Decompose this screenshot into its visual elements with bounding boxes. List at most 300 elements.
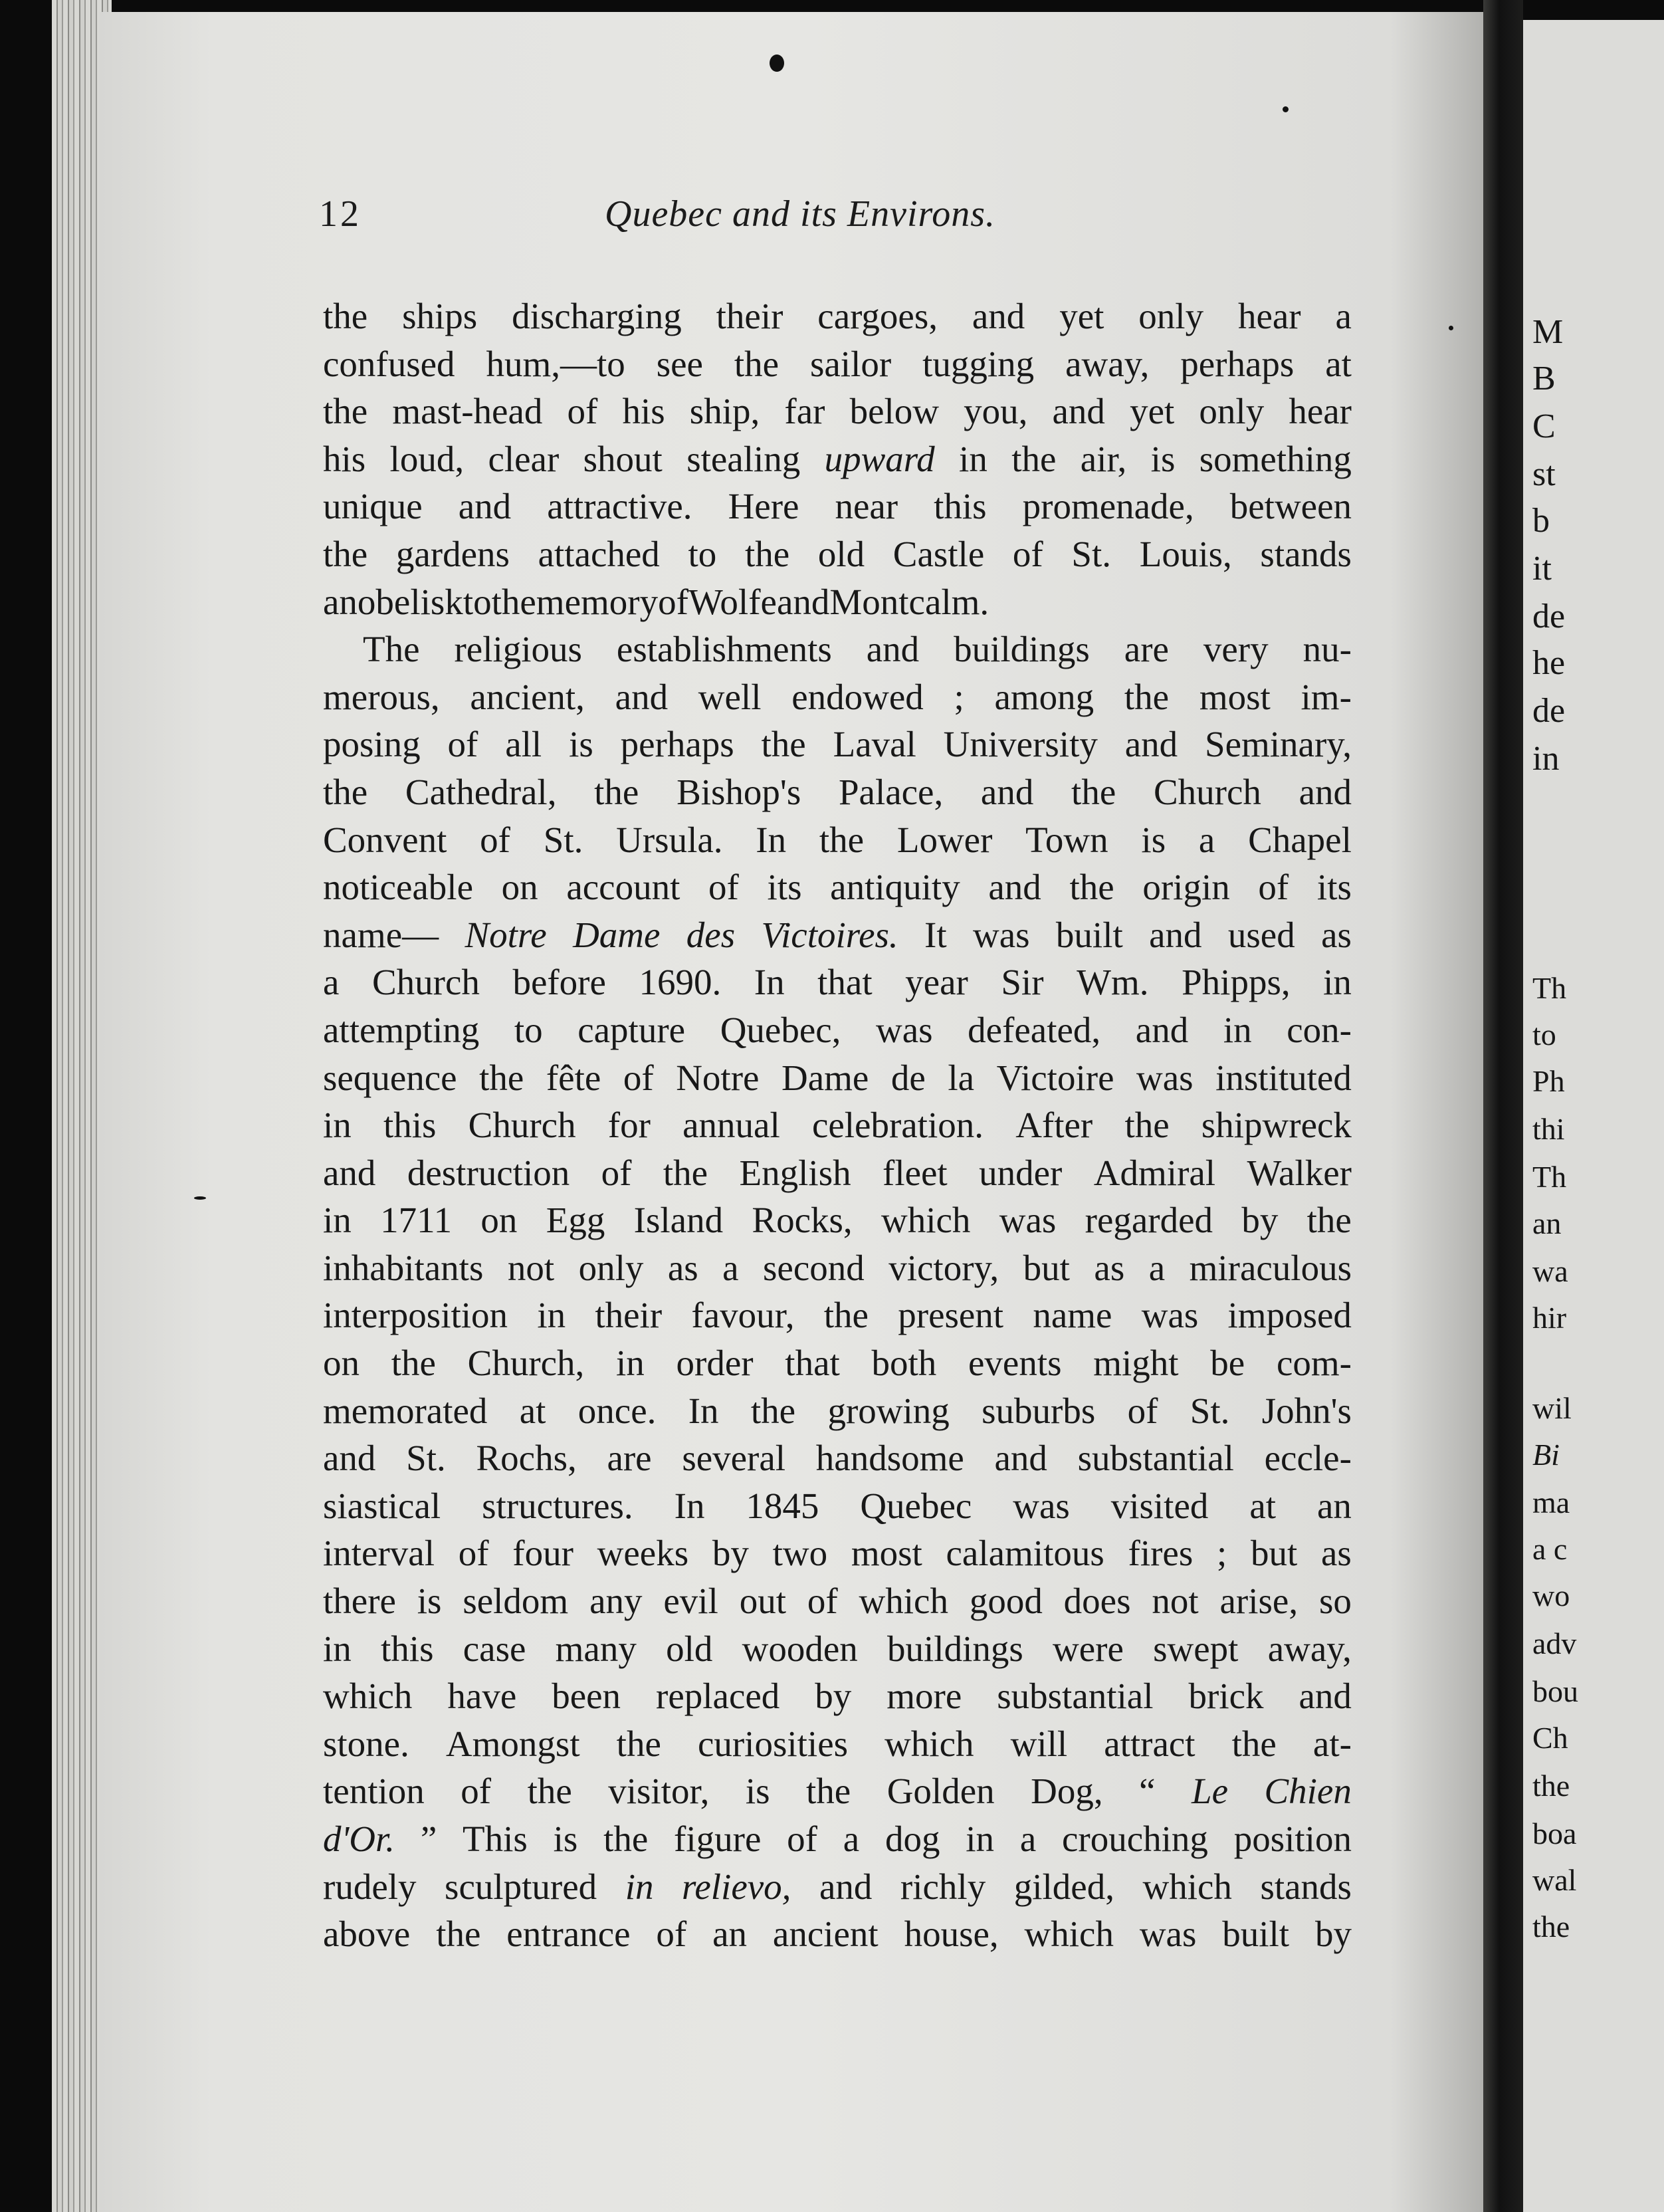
word: you,: [964, 391, 1028, 432]
word: St.: [406, 1438, 446, 1479]
word: well: [698, 676, 762, 717]
word: the: [1231, 1723, 1277, 1764]
word: The: [363, 629, 420, 670]
word: name—: [323, 914, 439, 955]
text-line: [323, 1006, 1352, 1054]
word: of: [787, 1819, 817, 1859]
word: weeks: [597, 1533, 689, 1574]
text-line: [323, 673, 1352, 721]
word: more: [886, 1676, 962, 1717]
word: a: [843, 1819, 860, 1859]
word: the: [1306, 1200, 1352, 1241]
word: and: [980, 771, 1034, 812]
word: the: [761, 724, 806, 765]
page-number: 12: [319, 193, 362, 235]
word: regarded: [1085, 1200, 1213, 1241]
facing-page-fragment: Th: [1532, 971, 1567, 1005]
word: brick: [1188, 1676, 1264, 1717]
word: Bishop's: [676, 771, 801, 812]
word: which: [881, 1200, 971, 1241]
word: is: [1141, 819, 1166, 860]
word: by: [815, 1676, 852, 1717]
facing-page-fragment: the: [1532, 1910, 1570, 1943]
word: by: [1241, 1200, 1279, 1241]
word: visitor,: [608, 1771, 710, 1812]
word: It: [924, 914, 947, 955]
word: the: [323, 296, 368, 336]
facing-page-fragment: C: [1532, 407, 1556, 445]
word: both: [871, 1343, 937, 1384]
word: and: [1299, 1676, 1352, 1717]
text-line: [323, 483, 1352, 530]
facing-page-fragment: a c: [1532, 1532, 1568, 1566]
word: annual: [682, 1105, 780, 1146]
word: the: [819, 819, 865, 860]
word: Rocks,: [752, 1200, 853, 1241]
word: away,: [1267, 1628, 1352, 1669]
word: was: [1141, 1295, 1199, 1336]
word: Town: [1025, 819, 1108, 860]
word: the: [663, 1152, 708, 1193]
word: John's: [1261, 1390, 1352, 1431]
word: loud,: [389, 438, 465, 479]
word: ;: [954, 676, 964, 717]
word: an: [323, 581, 358, 622]
word: which: [323, 1676, 413, 1717]
word: attractive.: [547, 486, 692, 527]
word: ancient: [772, 1914, 879, 1955]
word: stands: [1260, 1866, 1352, 1907]
word: tention: [323, 1771, 425, 1812]
word: St.: [543, 819, 583, 860]
word: the: [323, 391, 368, 432]
word: noticeable: [323, 867, 473, 908]
word: sequence: [323, 1057, 457, 1098]
word: most: [1199, 676, 1271, 717]
word: Admiral: [1093, 1152, 1216, 1193]
word: siastical: [323, 1485, 441, 1526]
word: Here: [728, 486, 799, 527]
word: and: [988, 867, 1041, 908]
word: In: [754, 962, 785, 1003]
word: posing: [323, 724, 421, 765]
text-line: [323, 1863, 1352, 1911]
word: two: [772, 1533, 828, 1574]
word: des: [686, 914, 736, 955]
word: its: [767, 867, 802, 908]
facing-page-fragment: st: [1532, 455, 1556, 493]
word: religious: [454, 629, 582, 670]
word: confused: [323, 343, 455, 384]
word: of: [447, 724, 478, 765]
word: sailor: [809, 343, 892, 384]
word: the: [323, 533, 368, 574]
word: inhabitants: [323, 1247, 484, 1288]
word: antiquity: [830, 867, 960, 908]
text-line: [323, 1529, 1352, 1577]
word: very: [1203, 629, 1269, 670]
word: but: [1023, 1247, 1070, 1288]
facing-page-fragment: wo: [1532, 1579, 1570, 1612]
facing-page-fragment: b: [1532, 502, 1550, 540]
word: establishments: [616, 629, 832, 670]
word: 1845: [746, 1485, 819, 1526]
word: above: [323, 1914, 411, 1955]
word: d'Or.: [323, 1819, 395, 1859]
word: shipwreck: [1201, 1105, 1352, 1146]
word: the: [1069, 867, 1114, 908]
word: Sir: [1001, 962, 1044, 1003]
word: In: [756, 819, 787, 860]
word: of: [658, 581, 688, 622]
word: old: [817, 533, 865, 574]
facing-page-fragment: wal: [1532, 1863, 1577, 1897]
word: of: [623, 1057, 654, 1098]
text-line: [323, 1339, 1352, 1387]
word: the: [594, 771, 639, 812]
word: “: [1139, 1771, 1156, 1812]
facing-page-fragment: de: [1532, 598, 1566, 635]
word: his: [622, 391, 665, 432]
word: stone.: [323, 1723, 409, 1764]
word: evil: [663, 1581, 718, 1622]
word: present: [898, 1295, 1004, 1336]
word: and: [1052, 391, 1105, 432]
word: have: [447, 1676, 517, 1717]
facing-page-fragment: B: [1532, 360, 1556, 397]
word: Chapel: [1248, 819, 1352, 860]
facing-page-fragment: Ch: [1532, 1721, 1568, 1755]
word: is: [553, 1819, 578, 1859]
word: and: [323, 1438, 376, 1479]
word: the: [734, 343, 780, 384]
word: discharging: [512, 296, 682, 336]
word: clear: [488, 438, 560, 479]
word: in: [323, 1628, 352, 1669]
facing-page-fragment: bou: [1532, 1674, 1578, 1708]
facing-page-fragment: hir: [1532, 1301, 1567, 1335]
word: shout: [583, 438, 663, 479]
word: to: [463, 581, 492, 622]
word: and: [1299, 771, 1352, 812]
word: imposed: [1227, 1295, 1352, 1336]
word: Palace,: [838, 771, 944, 812]
word: in: [616, 1343, 645, 1384]
text-line: [323, 1387, 1352, 1435]
word: Wm.: [1077, 962, 1149, 1003]
word: Lower: [896, 819, 993, 860]
word: an: [712, 1914, 748, 1955]
word: four: [512, 1533, 573, 1574]
facing-page-fragment: the: [1532, 1769, 1570, 1803]
word: only: [578, 1247, 644, 1288]
word: the: [823, 1295, 869, 1336]
word: year: [905, 962, 968, 1003]
text-line: [323, 578, 1352, 626]
word: substantial: [1077, 1438, 1234, 1479]
text-line: [323, 1149, 1352, 1197]
word: air,: [1080, 438, 1127, 479]
word: ships: [402, 296, 478, 336]
word: St.: [1190, 1390, 1230, 1431]
word: Castle: [892, 533, 985, 574]
word: perhaps: [1180, 343, 1295, 384]
text-line: [323, 1815, 1352, 1863]
word: of: [601, 1152, 632, 1193]
word: not: [1152, 1581, 1199, 1622]
word: the: [436, 1914, 481, 1955]
word: be: [1210, 1343, 1245, 1384]
word: of: [656, 1914, 687, 1955]
word: is: [569, 724, 593, 765]
word: favour,: [691, 1295, 795, 1336]
facing-page-fragment: de: [1532, 692, 1566, 730]
word: which: [1024, 1914, 1114, 1955]
word: crouching: [1062, 1819, 1208, 1859]
word: was: [973, 914, 1030, 955]
text-line: [323, 1672, 1352, 1720]
text-line: [323, 1482, 1352, 1530]
facing-page-fragment: he: [1532, 644, 1566, 682]
word: below: [849, 391, 939, 432]
word: Church: [468, 1105, 576, 1146]
word: to: [514, 1009, 543, 1050]
word: 1711: [380, 1200, 453, 1241]
text-line: [323, 911, 1352, 959]
word: gardens: [395, 533, 510, 574]
text-line: [323, 958, 1352, 1006]
word: cargoes,: [817, 296, 938, 336]
word: dog: [884, 1819, 940, 1859]
text-line: [323, 1291, 1352, 1339]
ink-speck: [770, 55, 784, 72]
word: fires: [1128, 1533, 1194, 1574]
word: Montcalm.: [829, 581, 989, 622]
word: only: [1138, 296, 1204, 336]
word: an: [1316, 1485, 1352, 1526]
word: Louis,: [1139, 533, 1232, 574]
word: Golden: [886, 1771, 995, 1812]
word: sculptured: [445, 1866, 597, 1907]
word: tugging: [922, 343, 1035, 384]
word: Seminary,: [1205, 724, 1352, 765]
word: memorated: [323, 1390, 488, 1431]
text-line: [323, 720, 1352, 768]
word: of: [1127, 1390, 1158, 1431]
word: this: [934, 486, 987, 527]
word: stealing: [686, 438, 801, 479]
word: the: [750, 1390, 796, 1431]
word: that: [817, 962, 873, 1003]
word: his: [323, 438, 366, 479]
word: in: [323, 1105, 352, 1146]
word: instituted: [1215, 1057, 1352, 1098]
word: la: [948, 1057, 975, 1098]
word: Egg: [546, 1200, 605, 1241]
text-line: [323, 1910, 1352, 1958]
word: but: [1251, 1533, 1298, 1574]
word: promenade,: [1022, 486, 1194, 527]
word: might: [1093, 1343, 1179, 1384]
word: of: [708, 867, 739, 908]
facing-page-fragment: boa: [1532, 1817, 1577, 1850]
word: was: [876, 1009, 933, 1050]
word: and: [615, 676, 669, 717]
word: in: [966, 1819, 995, 1859]
word: good: [969, 1581, 1043, 1622]
word: a: [1335, 296, 1352, 336]
running-head: [319, 193, 1356, 246]
word: Church: [371, 962, 480, 1003]
word: and: [819, 1866, 873, 1907]
word: the: [1011, 438, 1057, 479]
word: St.: [1071, 533, 1112, 574]
body-text: [323, 292, 1352, 1958]
word: im-: [1300, 676, 1352, 717]
word: as: [1321, 1533, 1352, 1574]
word: mast-head: [392, 391, 543, 432]
word: between: [1229, 486, 1352, 527]
word: buildings: [954, 629, 1090, 670]
word: not: [507, 1247, 555, 1288]
facing-page-fragment: ma: [1532, 1486, 1570, 1519]
word: Church: [1153, 771, 1261, 812]
word: the: [1124, 676, 1170, 717]
word: which: [859, 1581, 948, 1622]
word: and: [323, 1152, 376, 1193]
word: nu-: [1302, 629, 1352, 670]
word: attached: [538, 533, 660, 574]
word: second: [763, 1247, 865, 1288]
word: their: [595, 1295, 663, 1336]
word: among: [994, 676, 1094, 717]
word: celebration.: [811, 1105, 984, 1146]
word: Phipps,: [1182, 962, 1291, 1003]
word: most: [851, 1533, 922, 1574]
word: the: [391, 1343, 436, 1384]
word: something: [1199, 438, 1352, 479]
word: near: [835, 486, 898, 527]
word: In: [688, 1390, 719, 1431]
word: as: [1321, 914, 1352, 955]
word: Convent: [323, 819, 447, 860]
text-line: [323, 1244, 1352, 1292]
text-line: [323, 1434, 1352, 1482]
word: was: [1136, 1057, 1194, 1098]
word: was: [999, 1200, 1057, 1241]
word: substantial: [997, 1676, 1154, 1717]
word: are: [1124, 629, 1169, 670]
word: endowed: [791, 676, 924, 717]
word: events: [968, 1343, 1062, 1384]
word: of: [458, 1533, 489, 1574]
facing-page-fragment: adv: [1532, 1626, 1577, 1660]
word: at: [519, 1390, 546, 1431]
word: see: [656, 343, 703, 384]
word: interposition: [323, 1295, 508, 1336]
word: the: [1124, 1105, 1170, 1146]
text-line: [323, 1720, 1352, 1768]
facing-page-fragment: thi: [1532, 1112, 1565, 1146]
word: far: [784, 391, 825, 432]
word: the: [527, 1771, 572, 1812]
word: Quebec,: [720, 1009, 841, 1050]
word: hum,—to: [486, 343, 625, 384]
word: con-: [1287, 1009, 1352, 1050]
word: as: [1094, 1247, 1125, 1288]
word: gilded,: [1013, 1866, 1114, 1907]
text-line: [323, 435, 1352, 483]
text-line: [323, 340, 1352, 388]
word: Chien: [1264, 1771, 1352, 1812]
word: buildings: [887, 1628, 1023, 1669]
ink-speck: [194, 1196, 206, 1200]
word: Dog,: [1031, 1771, 1103, 1812]
word: Church,: [467, 1343, 585, 1384]
word: curiosities: [697, 1723, 849, 1764]
word: in: [323, 1200, 352, 1241]
word: which: [1142, 1866, 1232, 1907]
word: away,: [1065, 343, 1150, 384]
word: Dame: [573, 914, 661, 955]
word: 1690.: [639, 962, 722, 1003]
word: a: [1019, 1819, 1037, 1859]
word: eccle-: [1264, 1438, 1352, 1479]
word: com-: [1276, 1343, 1352, 1384]
word: of: [480, 819, 510, 860]
word: calamitous: [946, 1533, 1104, 1574]
word: handsome: [815, 1438, 964, 1479]
word: seldom: [463, 1581, 569, 1622]
word: so: [1318, 1581, 1352, 1622]
word: and: [458, 486, 512, 527]
word: under: [979, 1152, 1063, 1193]
word: in: [537, 1295, 566, 1336]
word: a: [323, 962, 340, 1003]
word: all: [505, 724, 542, 765]
word: yet: [1130, 391, 1175, 432]
word: In: [674, 1485, 705, 1526]
word: upward: [824, 438, 935, 479]
text-line: [323, 1625, 1352, 1673]
word: been: [552, 1676, 621, 1717]
word: rudely: [323, 1866, 417, 1907]
word: replaced: [656, 1676, 780, 1717]
word: once.: [577, 1390, 657, 1431]
word: their: [716, 296, 783, 336]
word: the: [806, 1771, 851, 1812]
word: unique: [323, 486, 423, 527]
word: at-: [1312, 1723, 1352, 1764]
word: many: [555, 1628, 637, 1669]
text-line: [323, 768, 1352, 816]
word: are: [607, 1438, 652, 1479]
word: and: [994, 1438, 1047, 1479]
word: does: [1063, 1581, 1131, 1622]
word: fleet: [883, 1152, 948, 1193]
word: Quebec: [860, 1485, 972, 1526]
word: Laval: [833, 724, 916, 765]
word: out: [739, 1581, 786, 1622]
word: at: [1249, 1485, 1277, 1526]
word: position: [1233, 1819, 1352, 1859]
word: Ursula.: [616, 819, 723, 860]
word: and: [1149, 914, 1202, 955]
word: in: [625, 1866, 654, 1907]
word: built: [1055, 914, 1123, 955]
word: and: [866, 629, 920, 670]
word: house,: [904, 1914, 999, 1955]
